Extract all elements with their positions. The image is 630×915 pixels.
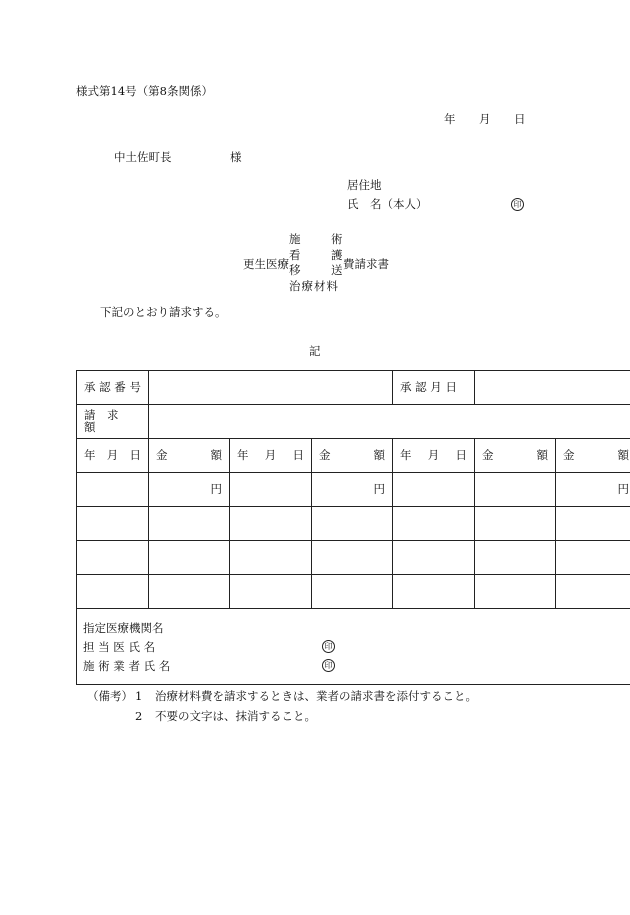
amount-cell[interactable] bbox=[312, 575, 393, 609]
date-cell[interactable] bbox=[230, 541, 312, 575]
date-cell[interactable] bbox=[230, 575, 312, 609]
amount-cell[interactable] bbox=[149, 507, 230, 541]
note-number: 1 bbox=[135, 689, 143, 703]
date-cell[interactable] bbox=[393, 473, 475, 507]
date-cell[interactable] bbox=[475, 575, 556, 609]
title-prefix: 更生医療 bbox=[243, 257, 289, 271]
seal-icon: 印 bbox=[322, 640, 335, 653]
claim-amount-label: 請 求 額 bbox=[77, 405, 149, 439]
addressee-honorific: 様 bbox=[230, 150, 242, 164]
title-stack-right-3: 送 bbox=[331, 263, 343, 277]
amount-cell[interactable]: 円 bbox=[312, 473, 393, 507]
amount-cell[interactable] bbox=[556, 507, 630, 541]
col-date-header: 年 月 日 bbox=[393, 439, 475, 473]
col-amount-header: 金 額 bbox=[312, 439, 393, 473]
date-cell[interactable] bbox=[393, 541, 475, 575]
table-row bbox=[77, 541, 630, 575]
table-header-row bbox=[77, 439, 630, 473]
applicant-seal-mark bbox=[511, 198, 524, 211]
date-cell[interactable] bbox=[77, 473, 149, 507]
title-stack-left-2: 看 bbox=[289, 248, 301, 262]
date-cell[interactable] bbox=[77, 507, 149, 541]
date-day-label: 日 bbox=[514, 112, 526, 126]
claim-amount-field[interactable] bbox=[149, 405, 630, 439]
table-row bbox=[77, 371, 630, 405]
amount-cell[interactable] bbox=[556, 541, 630, 575]
title-stack-right-2: 護 bbox=[331, 248, 343, 262]
table-row bbox=[77, 405, 630, 439]
date-cell[interactable] bbox=[230, 507, 312, 541]
address-label: 居住地 bbox=[347, 178, 382, 192]
amount-cell[interactable] bbox=[312, 507, 393, 541]
date-cell[interactable] bbox=[393, 575, 475, 609]
addressee-name: 中土佐町長 bbox=[114, 150, 172, 164]
date-cell[interactable] bbox=[230, 473, 312, 507]
doctor-label: 担 当 医 氏 名 bbox=[83, 640, 156, 654]
title-stack-left-3: 移 bbox=[289, 263, 301, 277]
amount-cell[interactable] bbox=[312, 541, 393, 575]
col-amount-header: 金 額 bbox=[149, 439, 230, 473]
ki-heading: 記 bbox=[309, 344, 321, 358]
date-cell[interactable] bbox=[77, 541, 149, 575]
intro-text: 下記のとおり請求する。 bbox=[100, 305, 227, 319]
table-footer-row bbox=[77, 609, 630, 685]
claim-table bbox=[76, 370, 630, 685]
title-suffix: 費請求書 bbox=[343, 257, 389, 271]
facility-label: 指定医療機関名 bbox=[83, 621, 164, 635]
date-cell[interactable] bbox=[475, 473, 556, 507]
applicant-name-label: 氏 名（本人） bbox=[347, 197, 428, 211]
amount-cell[interactable] bbox=[149, 575, 230, 609]
seal-icon: 印 bbox=[511, 198, 524, 211]
doctor-seal-mark bbox=[322, 640, 335, 653]
approval-date-label: 承 認 月 日 bbox=[393, 371, 475, 405]
amount-cell[interactable]: 円 bbox=[149, 473, 230, 507]
date-cell[interactable] bbox=[393, 507, 475, 541]
col-amount-header: 金 額 bbox=[556, 439, 630, 473]
seal-icon: 印 bbox=[322, 659, 335, 672]
approval-number-label: 承 認 番 号 bbox=[77, 371, 149, 405]
amount-cell[interactable] bbox=[556, 575, 630, 609]
title-stack-left-1: 施 bbox=[289, 232, 301, 246]
col-amount-header: 金 額 bbox=[475, 439, 556, 473]
practitioner-label: 施 術 業 者 氏 名 bbox=[83, 659, 171, 673]
title-stack-right-1: 術 bbox=[331, 232, 343, 246]
title-stack-bottom: 治療材料 bbox=[289, 279, 339, 293]
date-cell[interactable] bbox=[77, 575, 149, 609]
practitioner-seal-mark bbox=[322, 659, 335, 672]
table-row bbox=[77, 575, 630, 609]
date-cell[interactable] bbox=[475, 507, 556, 541]
form-number: 様式第14号（第8条関係） bbox=[76, 84, 213, 98]
amount-cell[interactable]: 円 bbox=[556, 473, 630, 507]
note-number: 2 bbox=[135, 709, 143, 723]
col-date-header: 年 月 日 bbox=[77, 439, 149, 473]
note-text: 治療材料費を請求するときは、業者の請求書を添付すること。 bbox=[155, 689, 477, 703]
col-date-header: 年 月 日 bbox=[230, 439, 312, 473]
date-cell[interactable] bbox=[475, 541, 556, 575]
approval-date-field[interactable] bbox=[475, 371, 630, 405]
date-month-label: 月 bbox=[479, 112, 491, 126]
approval-number-field[interactable] bbox=[149, 371, 393, 405]
notes-label: （備考） bbox=[87, 689, 133, 703]
amount-cell[interactable] bbox=[149, 541, 230, 575]
date-year-label: 年 bbox=[444, 112, 456, 126]
table-row bbox=[77, 507, 630, 541]
note-text: 不要の文字は、抹消すること。 bbox=[155, 709, 316, 723]
facility-section bbox=[77, 609, 630, 685]
table-row bbox=[77, 473, 630, 507]
